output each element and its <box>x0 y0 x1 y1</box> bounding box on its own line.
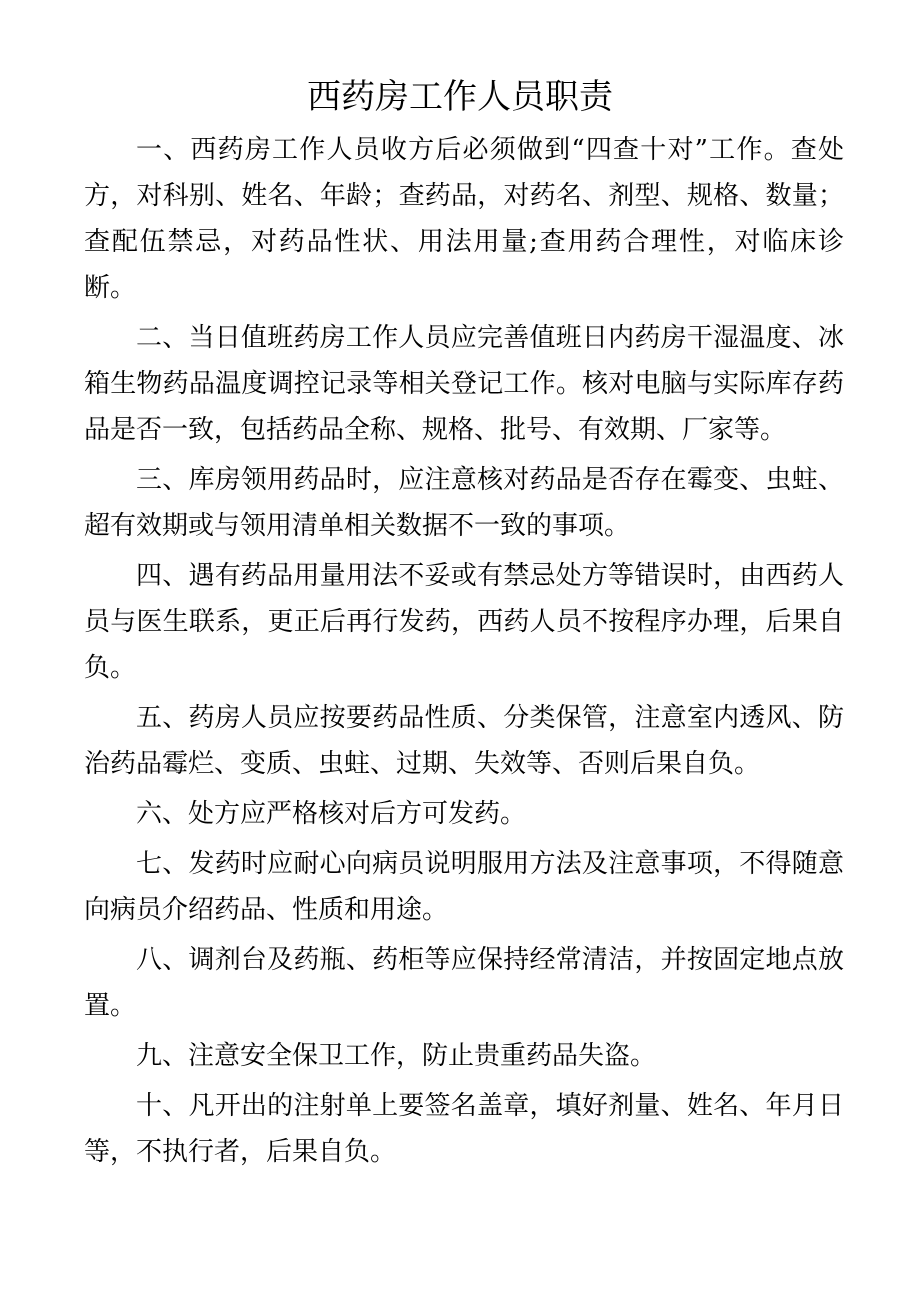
paragraph-5: 五、药房人员应按要药品性质、分类保管，注意室内透风、防治药品霉烂、变质、虫蛀、过期、失效等、否则后果自负。 <box>84 703 844 779</box>
paragraph-3: 三、库房领用药品时，应注意核对药品是否存在霉变、虫蛀、超有效期或与领用清单相关数据不一致的事项。 <box>84 465 844 541</box>
paragraph-10: 十、凡开出的注射单上要签名盖章，填好剂量、姓名、年月日等，不执行者，后果自负。 <box>84 1091 844 1167</box>
paragraph-4: 四、遇有药品用量用法不妥或有禁忌处方等错误时，由西药人员与医生联系，更正后再行发药，西药人员不按程序办理，后果自负。 <box>84 561 844 683</box>
document-body <box>84 127 844 1179</box>
paragraph-1: 一、西药房工作人员收方后必须做到“四查十对”工作。查处方，对科别、姓名、年龄；查药品，对药名、剂型、规格、数量；查配伍禁忌，对药品性状、用法用量;查用药合理性，对临床诊断。 <box>84 135 844 303</box>
paragraph-9: 九、注意安全保卫工作，防止贵重药品失盗。 <box>136 1041 657 1071</box>
paragraph-7: 七、发药时应耐心向病员说明服用方法及注意事项，不得随意向病员介绍药品、性质和用途。 <box>84 849 844 925</box>
page-title: 西药房工作人员职责 <box>307 77 613 117</box>
paragraph-2: 二、当日值班药房工作人员应完善值班日内药房干湿温度、冰箱生物药品温度调控记录等相关登记工作。核对电脑与实际库存药品是否一致，包括药品全称、规格、批号、有效期、厂家等。 <box>84 323 844 445</box>
paragraph-6: 六、处方应严格核对后方可发药。 <box>136 799 527 829</box>
paragraph-8: 八、调剂台及药瓶、药柜等应保持经常清洁，并按固定地点放置。 <box>84 945 844 1021</box>
